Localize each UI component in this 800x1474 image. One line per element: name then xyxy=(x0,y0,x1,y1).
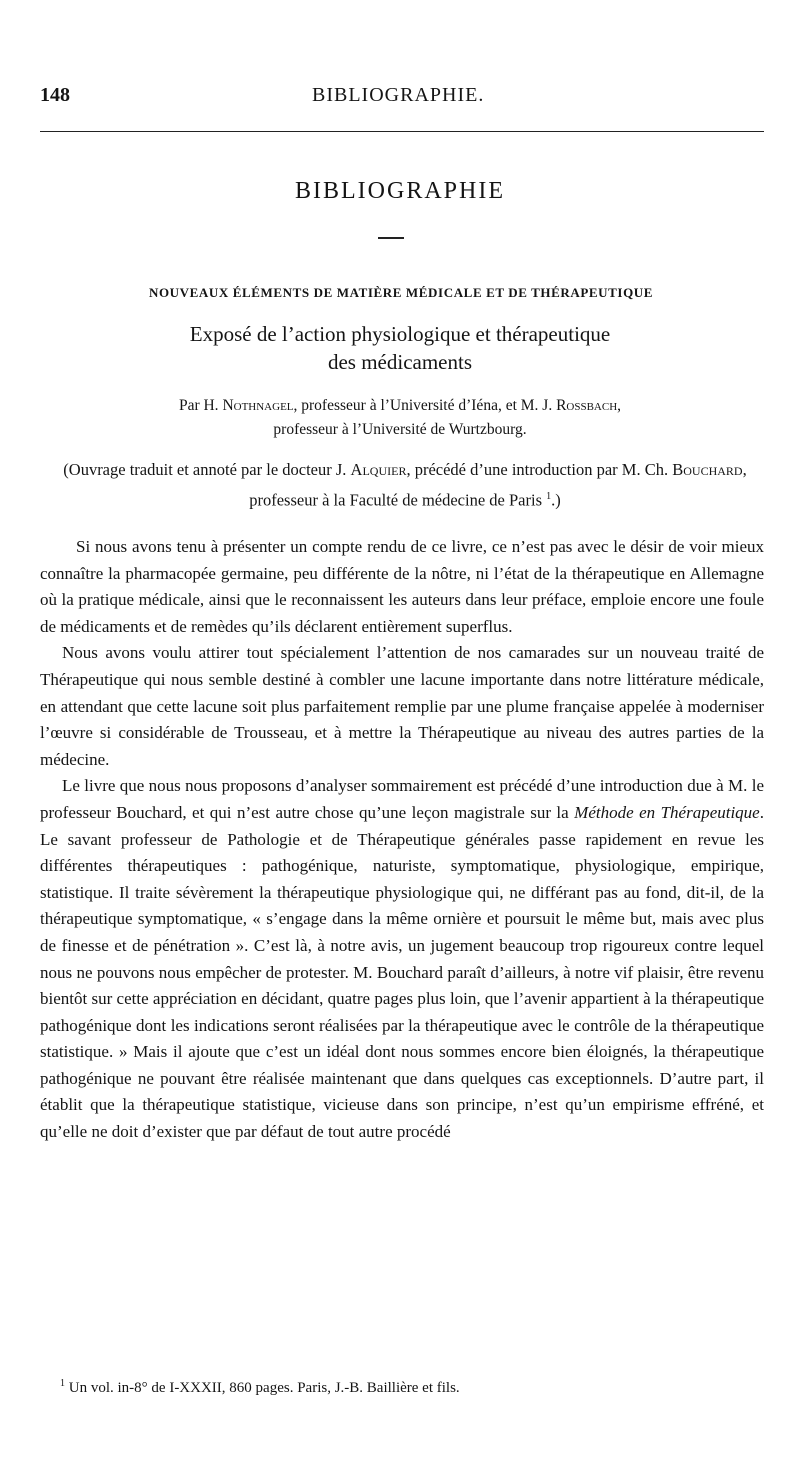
running-title: BIBLIOGRAPHIE. xyxy=(312,84,485,106)
paragraph-text: Le livre que nous nous proposons d’analyser sommairement est précédé d’une introduction due à M. le professeur Bouchard, et qui n’est autre chose qu’une leçon magistrale sur la xyxy=(40,776,764,822)
author-name-rossbach: Rossbach xyxy=(556,397,618,414)
note-text: , professeur à la Faculté de médecine de Paris xyxy=(249,460,747,510)
footnote xyxy=(60,1378,760,1397)
book-subtitle xyxy=(0,320,800,376)
author-name-nothnagel: Nothnagel xyxy=(222,397,294,414)
paragraph-1: Si nous avons tenu à présenter un compte rendu de ce livre, ce n’est pas avec le désir de voir mieux connaître la pharmacopée germaine, peu différente de la nôtre, ni l’état de la thérapeutique en Allemagne où la pratique médicale, ainsi que le reconnaissent les auteurs dans leur préface, emploie encore une foule de médicaments et de remèdes qu’ils déclarent entièrement superflus. xyxy=(40,537,764,636)
note-text: .) xyxy=(551,490,561,510)
review-body xyxy=(40,534,764,1146)
paragraph-text: . Le savant professeur de Pathologie et de Thérapeutique générales passe rapidement en revue les différentes thérapeutiques : pathogénique, naturiste, symptomatique, physiologique, empirique, statistique. Il traite sévèrement la thérapeutique physiologique qui, ne différant pas au fond, dit-il, de la thérapeutique symptomatique, « s’engage dans la même ornière et poursuit le même but, mais avec plus de finesse et de pénétration ». C’est là, à notre avis, un jugement beaucoup trop rigoureux contre lequel nous ne pouvons nous empêcher de protester. M. Bouchard paraît d’ailleurs, à notre vif plaisir, être revenu bientôt sur cette appréciation en décidant, quatre pages plus loin, que l’avenir appartient à la thérapeutique pathogénique dont les indications seront réalisées par la thérapeutique avec le contrôle de la thérapeutique statistique. » Mais il ajoute que c’est un idéal dont nous sommes encore bien éloignés, la thérapeutique pathogénique ne pouvant être réalisée maintenant que dans quelques cas exceptionnels. D’autre part, il établit que la thérapeutique statistique, vicieuse dans son principe, n’est qu’un empirisme effréné, et qu’elle ne doit d’exister que par défaut de tout autre procédé xyxy=(40,802,764,1142)
header-rule xyxy=(40,131,764,132)
footnote-reference: 1 xyxy=(546,491,552,502)
introduction-author-name: Bouchard xyxy=(672,460,743,479)
authors-text: , xyxy=(617,397,622,414)
authors-text: , professeur à l’Université d’Iéna, et M. J. xyxy=(293,397,557,414)
paragraph-3 xyxy=(40,773,764,1145)
italic-title: Méthode en Thérapeutique xyxy=(574,802,760,822)
authors-credit xyxy=(60,394,740,442)
translator-name: Alquier xyxy=(350,460,407,479)
title-divider xyxy=(378,237,404,239)
note-text: (Ouvrage traduit et annoté par le docteur J. xyxy=(63,460,351,479)
paragraph-2: Nous avons voulu attirer tout spécialement l’attention de nos camarades sur un nouveau traité de Thérapeutique qui nous semble destiné à combler une lacune importante dans notre littérature médicale, en attendant que cette lacune soit plus parfaitement remplie par une plume française appelée à moderniser l’œuvre si considérable de Trousseau, et à mettre la Thérapeutique au niveau des autres parties de la médecine. xyxy=(40,643,764,769)
authors-line-1 xyxy=(60,394,740,418)
running-head xyxy=(40,84,762,108)
subtitle-line-2: des médicaments xyxy=(327,350,473,374)
translation-note xyxy=(55,456,755,514)
authors-text: Par H. xyxy=(178,397,223,414)
subtitle-line-1: Exposé de l’action physiologique et thérapeutique xyxy=(189,322,611,346)
page-number: 148 xyxy=(40,84,70,106)
note-text: , précédé d’une introduction par M. Ch. xyxy=(406,460,673,479)
footnote-marker: 1 xyxy=(60,1378,65,1389)
authors-line-2: professeur à l’Université de Wurtzbourg. xyxy=(273,421,527,438)
book-title: NOUVEAUX ÉLÉMENTS DE MATIÈRE MÉDICALE ET DE THÉRAPEUTIQUE xyxy=(148,285,654,300)
section-title: BIBLIOGRAPHIE xyxy=(295,178,505,204)
footnote-text: Un vol. in-8° de I-XXXII, 860 pages. Paris, J.-B. Baillière et fils. xyxy=(65,1380,460,1396)
